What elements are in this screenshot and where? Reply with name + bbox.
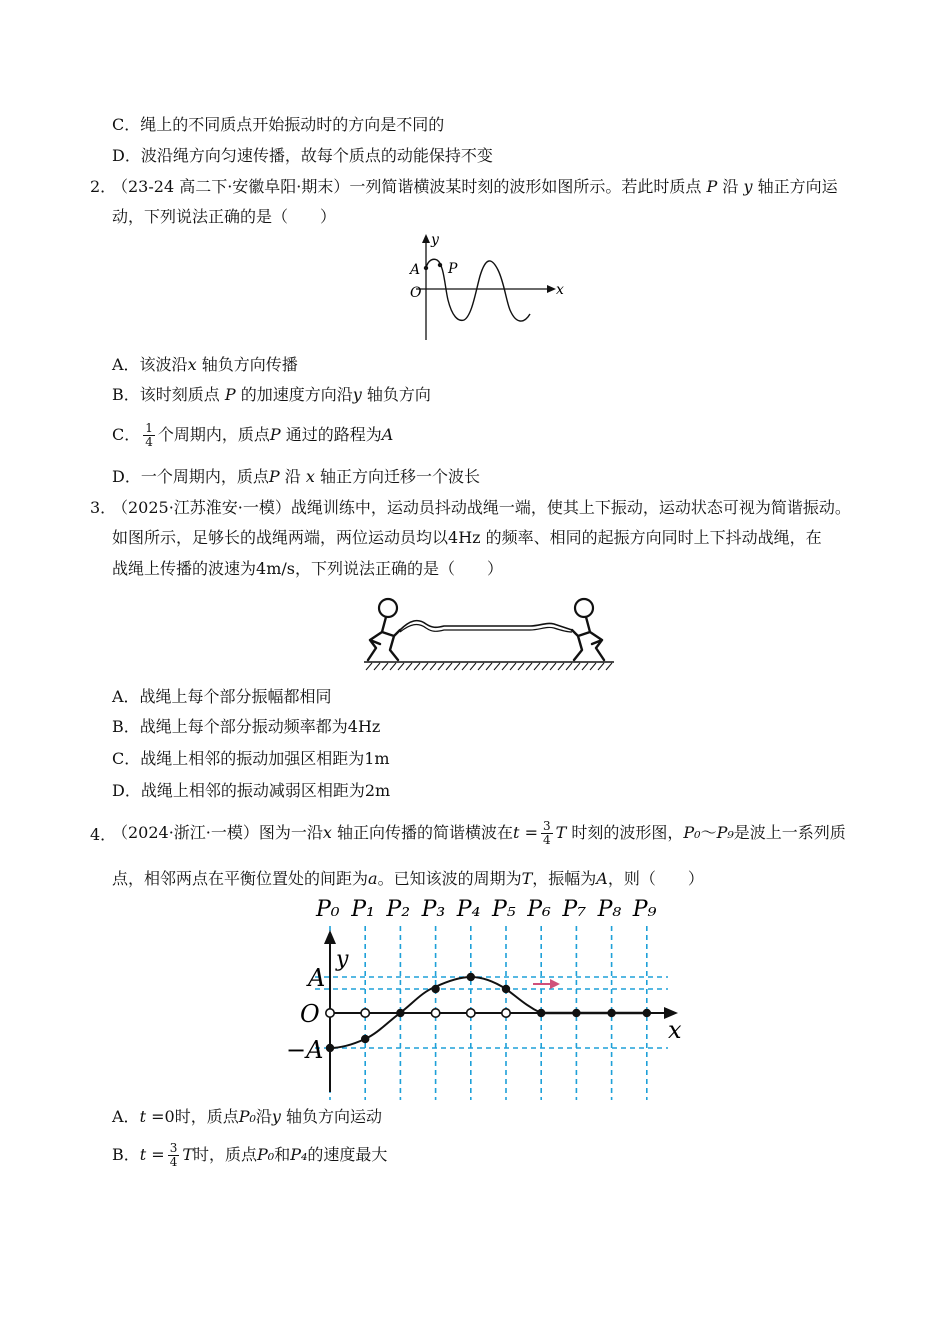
q2-stem-line1: （23-24 高二下·安徽阜阳·期末）一列简谐横波某时刻的波形如图所示。若此时质点 P 沿 y 轴正方向运 [112,177,838,196]
equilibrium-marker [467,1009,475,1017]
point-label: P₈ [597,897,622,922]
particle-dot [361,1035,369,1043]
particle-dot [502,985,510,993]
q4-stem-line2: 点，相邻两点在平衡位置处的间距为a。已知该波的周期为T，振幅为A，则（ ） [112,869,704,888]
particle-dot [607,1009,615,1017]
q4-wave-grid-figure [280,892,690,1104]
particle-dot [467,973,475,981]
q2-figure-p-label: P [448,261,458,277]
q4-option-a: A．t =0时，质点P₀沿y 轴负方向运动 [112,1107,383,1126]
q2-option-b: B．该时刻质点 P 的加速度方向沿y 轴负方向 [112,385,431,404]
equilibrium-marker [326,1009,334,1017]
q4-figure-neg-a-label: −A [286,1036,324,1064]
q3-option-b: B．战绳上每个部分振动频率都为4Hz [112,717,381,736]
q2-option-c: C． $\frac{1}{4}$ 个周期内，质点P 通过的路程为A [112,421,394,449]
q4-figure-x-label: x [668,1016,682,1044]
particle-dot [572,1009,580,1017]
point-label: P₇ [562,897,587,922]
q3-battle-rope-figure [360,594,620,674]
particle-dot [396,1009,404,1017]
q2-option-d: D．一个周期内，质点P 沿 x 轴正方向迁移一个波长 [112,467,480,486]
q4-figure-o-label: O [300,1000,320,1028]
q3-option-d: D．战绳上相邻的振动减弱区相距为2m [112,781,391,800]
q4-option-b: B．t = $\frac{3}{4}$ T时，质点P₀和P₄的速度最大 [112,1141,388,1169]
q2-number: 2． [90,177,117,196]
q2-figure-o-label: O [410,285,422,301]
equilibrium-marker [361,1009,369,1017]
particle-dot [431,985,439,993]
point-label: P₀ [316,897,340,922]
equilibrium-marker [431,1009,439,1017]
q4-figure-a-label: A [308,964,326,992]
q2-figure-x-label: x [556,282,564,298]
q3-stem-line3: 战绳上传播的波速为4m/s，下列说法正确的是（ ） [112,559,503,578]
q3-option-a: A．战绳上每个部分振幅都相同 [112,687,332,706]
q2-wave-figure [400,230,580,345]
q2-figure-y-label: y [431,232,439,248]
q4-stem-line1: （2024·浙江·一模）图为一沿x 轴正向传播的简谐横波在t = $\frac{3}{4}$ T 时刻的波形图，P₀～P₉是波上一系列质 [112,819,846,847]
q2-figure-a-label: A [410,262,421,278]
particle-dot [326,1044,334,1052]
particle-dot [643,1009,651,1017]
q4-figure-y-label: y [336,947,349,972]
point-label: P₄ [456,897,481,922]
q1-option-d: D．波沿绳方向匀速传播，故每个质点的动能保持不变 [112,146,493,165]
point-label: P₆ [527,897,551,922]
q3-option-c: C．战绳上相邻的振动加强区相距为1m [112,749,390,768]
q3-number: 3． [90,498,117,517]
point-label: P₁ [351,897,375,922]
q2-stem-line2: 动，下列说法正确的是（ ） [112,207,337,226]
point-label: P₂ [386,897,411,922]
q3-stem-line2: 如图所示，足够长的战绳两端，两位运动员均以4Hz 的频率、相同的起振方向同时上下抖动战绳，在 [112,528,822,547]
q1-option-c: C．绳上的不同质点开始振动时的方向是不同的 [112,115,445,134]
point-label: P₉ [632,897,657,922]
q2-option-a: A．该波沿x 轴负方向传播 [112,355,298,374]
q3-stem-line1: （2025·江苏淮安·一模）战绳训练中，运动员抖动战绳一端，使其上下振动，运动状态可视为简谐振动。 [112,498,851,517]
point-label: P₅ [492,897,516,922]
equilibrium-marker [502,1009,510,1017]
q4-number: 4． [90,825,117,844]
point-label: P₃ [421,897,446,922]
particle-dot [537,1009,545,1017]
